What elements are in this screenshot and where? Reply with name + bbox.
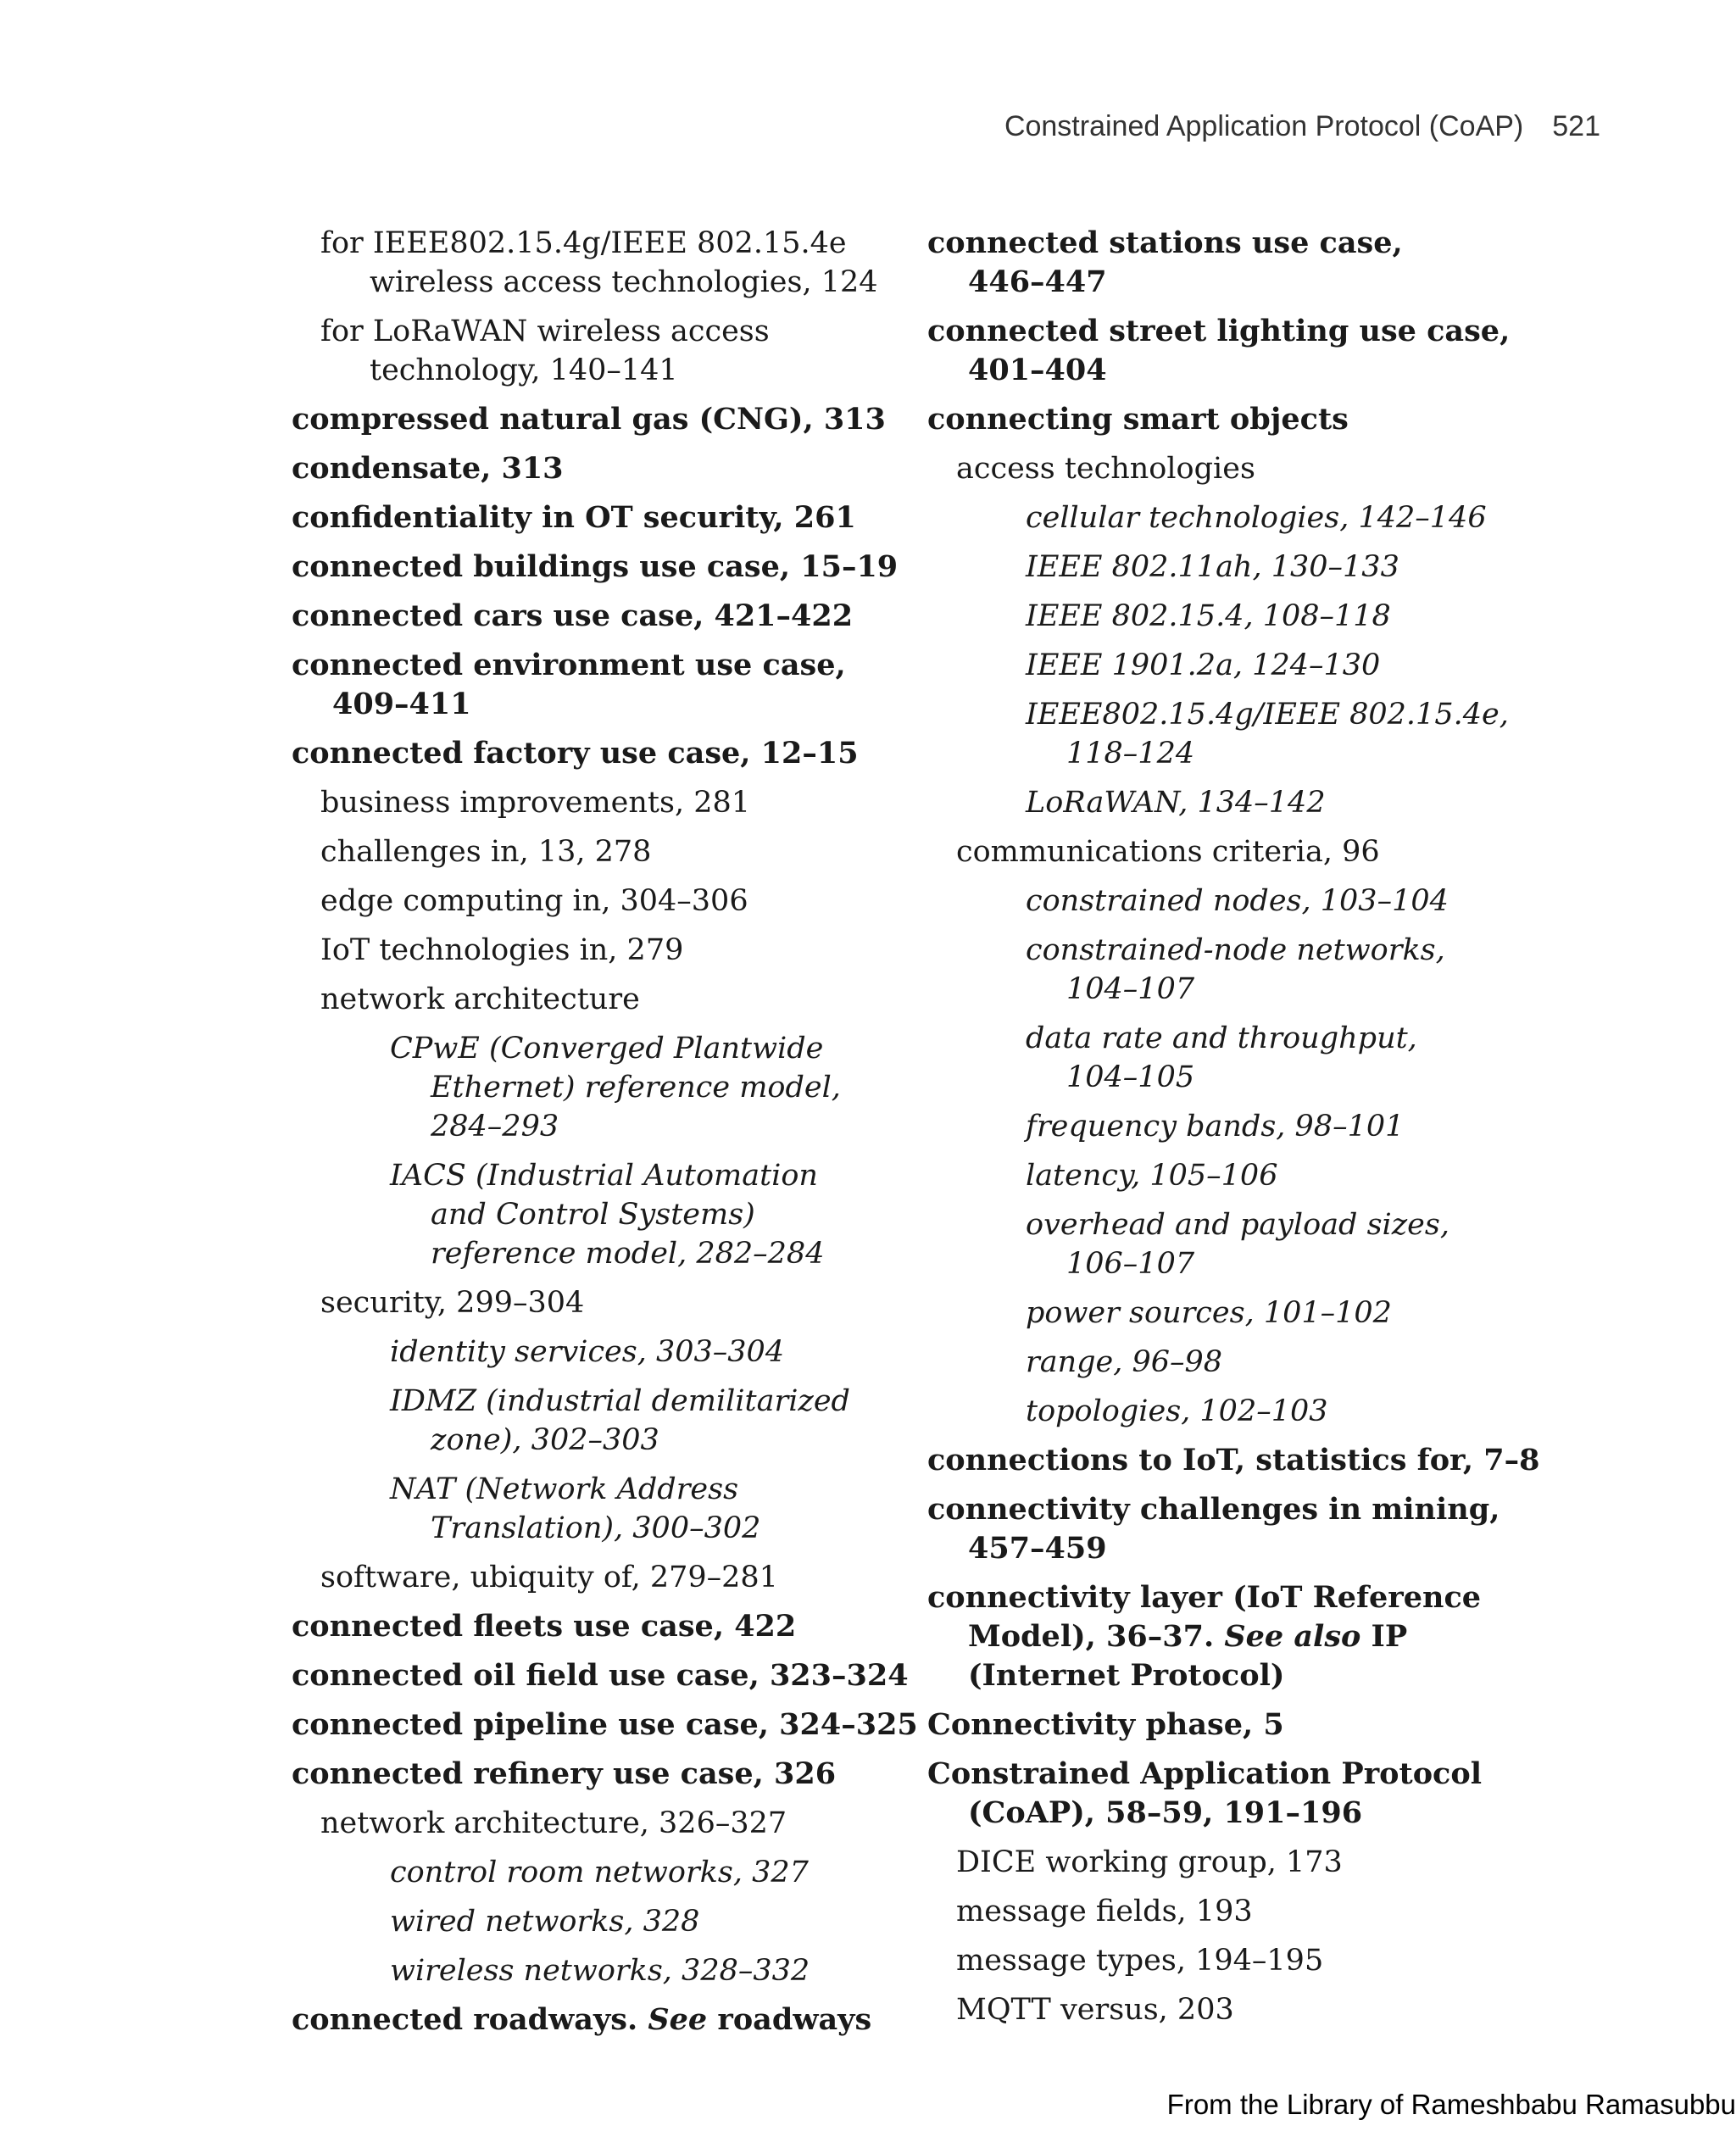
index-entry [927, 783, 1605, 822]
index-entry [927, 1392, 1605, 1431]
index-entry [927, 1343, 1605, 1382]
index-entry-line: 409–411 [332, 687, 471, 721]
index-entry-line: 104–107 [1066, 972, 1195, 1006]
index-entry-line: connected stations use case, [927, 225, 1403, 260]
index-entry-text: roadways [707, 2002, 872, 2037]
page-number: 521 [1552, 110, 1600, 142]
index-entry [292, 548, 902, 587]
index-entry-line: network architecture [320, 982, 640, 1016]
index-entry-line: message types, 194–195 [956, 1944, 1324, 1978]
index-entry-line: IDMZ (industrial demilitarized [390, 1384, 850, 1418]
index-entry-line: (CoAP), 58–59, 191–196 [968, 1795, 1363, 1830]
index-entry-line: security, 299–304 [320, 1286, 585, 1320]
index-entry [927, 931, 1605, 1009]
index-entry-line: IEEE 802.15.4, 108–118 [1026, 599, 1391, 633]
index-entry-line: NAT (Network Address [390, 1472, 739, 1506]
index-entry [292, 400, 902, 439]
index-entry [927, 1205, 1605, 1283]
index-entry [927, 449, 1605, 488]
index-entry [292, 1755, 902, 1794]
index-entry-line: MQTT versus, 203 [956, 1993, 1234, 2027]
index-entry [292, 1607, 902, 1646]
index-entry [292, 224, 902, 302]
index-entry-line: connections to IoT, statistics for, 7–8 [927, 1443, 1540, 1477]
index-entry-line: confidentiality in OT security, 261 [292, 500, 856, 535]
index-entry [292, 882, 902, 921]
index-entry-line: connected oil field use case, 323–324 [292, 1658, 909, 1693]
index-entry-line: technology, 140–141 [370, 353, 678, 387]
index-entry-line: topologies, 102–103 [1026, 1394, 1328, 1428]
index-entry-line: network architecture, 326–327 [320, 1806, 787, 1840]
index-entry [927, 1706, 1605, 1745]
index-entry-line: Translation), 300–302 [431, 1511, 761, 1545]
index-entry-line: for IEEE802.15.4g/IEEE 802.15.4e [320, 226, 847, 260]
index-entry-line: power sources, 101–102 [1026, 1296, 1392, 1330]
index-entry [292, 498, 902, 537]
index-entry [927, 1019, 1605, 1097]
index-entry [927, 1294, 1605, 1333]
index-entry-line: CPwE (Converged Plantwide [390, 1032, 824, 1066]
index-entry-text: connected roadways. [292, 2002, 648, 2037]
index-entry-line: IEEE 802.11ah, 130–133 [1026, 550, 1399, 584]
index-entry-line: control room networks, 327 [390, 1856, 809, 1889]
index-entry [927, 695, 1605, 773]
index-entry [927, 312, 1605, 390]
index-entry-line: 118–124 [1066, 737, 1195, 771]
index-entry [927, 1107, 1605, 1146]
index-entry [927, 832, 1605, 871]
index-entry-line: reference model, 282–284 [431, 1237, 825, 1271]
index-entry [292, 783, 902, 822]
index-entry-line: connected fleets use case, 422 [292, 1609, 797, 1644]
index-entry-line: identity services, 303–304 [390, 1335, 785, 1369]
index-entry [292, 1283, 902, 1322]
index-entry [292, 1853, 902, 1892]
index-entry-text: Model), 36–37. [968, 1619, 1225, 1654]
index-entry-line: edge computing in, 304–306 [320, 884, 748, 918]
index-entry-line: connecting smart objects [927, 402, 1349, 437]
index-entry [292, 931, 902, 970]
index-entry [927, 1755, 1605, 1833]
index-entry [927, 400, 1605, 439]
index-entry [292, 1382, 902, 1460]
index-entry [292, 1470, 902, 1548]
index-entry [927, 548, 1605, 587]
index-entry-line: wireless access technologies, 124 [370, 265, 878, 299]
index-entry-line: Ethernet) reference model, [431, 1071, 841, 1105]
index-entry-line: 106–107 [1066, 1247, 1195, 1281]
index-entry [927, 646, 1605, 685]
cross-reference-label: See [648, 2002, 708, 2037]
index-entry [292, 734, 902, 773]
index-entry [292, 1558, 902, 1597]
index-entry-line: connected refinery use case, 326 [292, 1756, 837, 1791]
index-entry [292, 1804, 902, 1843]
index-entry [927, 1156, 1605, 1195]
index-entry [927, 498, 1605, 537]
index-entry-line: 284–293 [431, 1110, 559, 1144]
index-entry-line: data rate and throughput, [1026, 1021, 1417, 1055]
index-entry [292, 1656, 909, 1695]
index-entry-line: access technologies [956, 452, 1255, 486]
index-entry [927, 597, 1605, 636]
index-entry-line: constrained-node networks, [1026, 933, 1445, 967]
index-entry [292, 1156, 902, 1273]
library-footer: From the Library of Rameshbabu Ramasubbu [1166, 2089, 1736, 2120]
index-entry [292, 1902, 902, 1941]
index-entry-line: zone), 302–303 [431, 1423, 659, 1457]
index-entry-line: condensate, 313 [292, 451, 564, 486]
index-entry-line: IEEE802.15.4g/IEEE 802.15.4e, [1026, 698, 1509, 732]
index-entry [927, 1843, 1605, 1882]
index-entry-line: 104–105 [1066, 1060, 1195, 1094]
index-entry [292, 1951, 902, 1990]
index-entry-line: business improvements, 281 [320, 786, 751, 820]
index-entry [927, 224, 1605, 302]
index-entry [292, 646, 902, 724]
running-head-title: Constrained Application Protocol (CoAP) [1004, 110, 1524, 142]
index-entry-line: Constrained Application Protocol [927, 1756, 1482, 1791]
index-entry-line: communications criteria, 96 [956, 835, 1380, 869]
index-entry-text: IP [1360, 1619, 1408, 1654]
index-entry-line: connected cars use case, 421–422 [292, 598, 854, 633]
index-entry-line: connected factory use case, 12–15 [292, 736, 859, 771]
index-entry [292, 449, 902, 488]
index-entry [927, 1578, 1605, 1695]
index-entry-line: compressed natural gas (CNG), 313 [292, 402, 886, 437]
cross-reference-label: See also [1224, 1619, 1361, 1654]
index-entry-line: constrained nodes, 103–104 [1026, 884, 1449, 918]
index-entry-line: connectivity challenges in mining, [927, 1492, 1500, 1527]
index-entry [927, 882, 1605, 921]
index-entry-line: connected environment use case, [292, 648, 846, 682]
index-column-left [292, 224, 918, 2050]
index-entry-line: 457–459 [968, 1531, 1107, 1566]
index-entry-line: 401–404 [968, 353, 1107, 387]
index-entry-line: IoT technologies in, 279 [320, 933, 684, 967]
index-entry-text: connectivity layer (IoT Reference [927, 1580, 1482, 1615]
index-entry-line: range, 96–98 [1026, 1345, 1223, 1379]
index-entry [292, 312, 902, 390]
index-entry-line: LoRaWAN, 134–142 [1026, 786, 1326, 820]
index-entry-line: 446–447 [968, 264, 1107, 299]
index-entry [292, 980, 902, 1019]
index-entry [292, 1029, 902, 1146]
index-entry-line: IEEE 1901.2a, 124–130 [1026, 648, 1381, 682]
index-column-right [927, 224, 1605, 2039]
index-entry-line: IACS (Industrial Automation [390, 1159, 818, 1193]
index-entry-text: (Internet Protocol) [968, 1658, 1285, 1693]
index-entry-line: challenges in, 13, 278 [320, 835, 652, 869]
index-entry [927, 1941, 1605, 1980]
index-entry [292, 2001, 902, 2039]
index-entry-line: and Control Systems) [431, 1198, 755, 1232]
index-entry-line: for LoRaWAN wireless access [320, 314, 770, 348]
index-entry-line: connected street lighting use case, [927, 314, 1511, 348]
index-entry [927, 1892, 1605, 1931]
index-entry-line: wireless networks, 328–332 [390, 1954, 810, 1988]
index-entry [292, 597, 902, 636]
index-entry-line: frequency bands, 98–101 [1026, 1110, 1405, 1144]
index-entry-line: DICE working group, 173 [956, 1845, 1343, 1879]
index-entry [927, 1990, 1605, 2029]
index-entry-line: software, ubiquity of, 279–281 [320, 1561, 778, 1594]
running-head [1004, 110, 1600, 143]
index-entry-line: connected pipeline use case, 324–325 [292, 1707, 918, 1742]
index-entry [927, 1441, 1605, 1480]
index-entry-line: cellular technologies, 142–146 [1026, 501, 1487, 535]
index-entry-line: Connectivity phase, 5 [927, 1707, 1284, 1742]
index-entry-line: latency, 105–106 [1026, 1159, 1278, 1193]
index-entry [292, 1706, 918, 1745]
index-entry-line: overhead and payload sizes, [1026, 1208, 1449, 1242]
index-entry-line: wired networks, 328 [390, 1905, 700, 1939]
index-entry-line: message fields, 193 [956, 1895, 1253, 1928]
index-entry-line: connected buildings use case, 15–19 [292, 549, 899, 584]
index-entry [927, 1490, 1605, 1568]
index-entry [292, 1333, 902, 1372]
index-entry [292, 832, 902, 871]
